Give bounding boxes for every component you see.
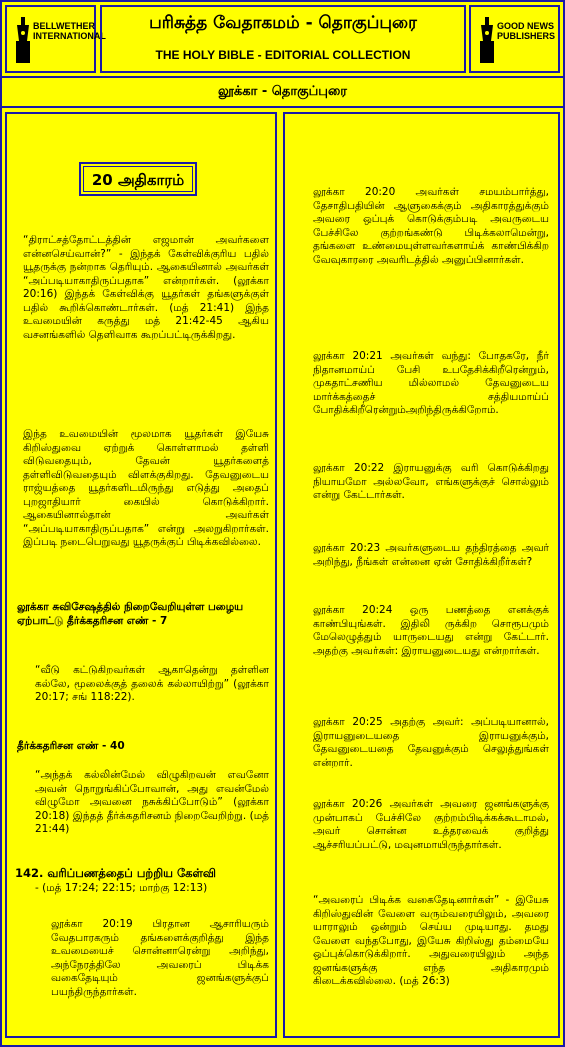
prophecy-heading-1: லூக்கா சுவிசேஷத்தில் நிறைவேறியுள்ள பழைய ஏற்பாட்டு தீர்க்கதரிசன எண் - 7 (17, 601, 244, 627)
right-para-8: “அவரைப் பிடிக்க வகைதேடினார்கள்” - இயேசு கிறிஸ்துவின் வேளை வரும்வரையிலும், அவரை யாராலும் ஒன்றும் செய்ய முடியாது. தமது வேளை வந்தபோது, இயேசு கிறிஸ்து தம்மையே ஒப்புக்கொடுக்கிறார். அதுவரையிலும் அந்த ஜனங்களுக்கு எந்த அதிகாரமும் கிடைக்கவில்லை. (மத் 26:3) (313, 894, 549, 987)
right-para-5: லூக்கா 20:24 ஒரு பணத்தை எனக்குக் காண்பியுங்கள். இதிலி ருக்கிற சொரூபமும் மேலெழுத்தும் யாருடையது என்று கேட்டார். அதற்கு அவர்கள்: இராயனுடையது என்றார்கள். (313, 604, 549, 657)
page-header (2, 2, 563, 78)
left-para-5: லூக்கா 20:19 பிரதான ஆசாரியரும் வேதபாரகரும் தங்களைக்குறித்து இந்த உவமையைச் சொன்னாரென்று அறிந்து, அந்நேரத்திலே அவரைப் பிடிக்க வகைதேடியும் ஜனங்களுக்குப் பயந்திருந்தார்கள். (51, 918, 269, 998)
book-title: லூக்கா - தொகுப்புரை (2, 78, 563, 108)
left-para-2: இந்த உவமையின் மூலமாக யூதர்கள் இயேசு கிறிஸ்துவை ஏற்றுக் கொள்ளாமல் தள்ளி விடுவதையும், தேவன் யூதர்களைத் தள்ளிவிடுவதையும் விளக்குகிறது. தேவனுடைய ராஜ்யத்தை யூதர்களிடமிருந்து எடுத்து அதைப் புறஜாதியார் கையில் கொடுக்கிறார். ஆகையினால்தான் அவர்கள் “அப்படியாகாதிருப்பதாக” என்று அலறுகிறார்கள். இப்படி நடைபெறுவது யூதருக்குப் பிடிக்கவில்லை. (23, 428, 269, 548)
right-para-1: லூக்கா 20:20 அவர்கள் சமயம்பார்த்து, தேசாதிபதியின் ஆளுகைக்கும் அதிகாரத்துக்கும் அவரை ஒப்புக் கொடுக்கும்படி அவருடைய பேச்சிலே குற்றங்கண்டு பிடிக்கலாமென்று, தங்களை உண்மையுள்ளவர்களாய்க் காண்பிக்கிற வேவுகாரரை அவரிடத்தில் அனுப்பினார்கள். (313, 186, 549, 266)
left-para-1: “திராட்சத்தோட்டத்தின் எஜமான் அவர்களை என்னசெய்வான்?” - இந்தக் கேள்விக்குரிய பதில் யூதருக்கு நன்றாக தெரியும். ஆகையினால் அவர்கள் “அப்படியாகாதிருப்பதாக” என்றார்கள். (லூக்கா 20:16) இந்தக் கேள்விக்கு யூதர்கள் தங்களுக்குள் பதில் கூறிக்கொண்டார்கள். (மத் 21:41) இந்த உவமையின் கருத்து மத் 21:42-45 ஆகிய வசனங்களில் தெளிவாக கூறப்பட்டிருக்கிறது. (23, 234, 269, 341)
right-para-4: லூக்கா 20:23 அவர்களுடைய தந்திரத்தை அவர் அறிந்து, நீங்கள் என்னை ஏன் சோதிக்கிறீர்கள்? (313, 542, 549, 568)
chapter-title: 20 அதிகாரம் (83, 166, 193, 192)
section-heading-142: 142. வரிப்பணத்தைப் பற்றிய கேள்வி (15, 866, 216, 880)
title-english: THE HOLY BIBLE - EDITORIAL COLLECTION (155, 48, 411, 62)
good-news-logo (469, 5, 560, 73)
bell-tower-icon (13, 15, 33, 65)
right-logo-text: GOOD NEWS PUBLISHERS (497, 21, 556, 41)
right-para-3: லூக்கா 20:22 இராயனுக்கு வரி கொடுக்கிறது நியாயமோ அல்லவோ, எங்களுக்குச் சொல்லும் என்று கேட்டார்கள். (313, 462, 549, 501)
left-logo-text: BELLWETHER INTERNATIONAL (33, 21, 106, 41)
right-para-7: லூக்கா 20:26 அவர்கள் அவரை ஜனங்களுக்கு முன்பாகப் பேச்சிலே குற்றம்பிடிக்கக்கூடாமல், அவர் சொன்ன உத்தரவைக் குறித்து ஆச்சரியப்பட்டு, மவுனமாயிருந்தார்கள். (313, 798, 549, 851)
title-box (100, 5, 466, 73)
left-para-4: “அந்தக் கல்லின்மேல் விழுகிறவன் எவனோ அவன் நொறுங்கிப்போவான், அது எவன்மேல் விழுமோ அவனை நசுக்கிப்போடும்” (லூக்கா 20:18) இந்தத் தீர்க்கதரிசனம் நிறைவேறிற்று. (மத் 21:44) (35, 769, 269, 835)
prophecy-heading-2: தீர்க்கதரிசன எண் - 40 (17, 740, 125, 752)
right-para-6: லூக்கா 20:25 அதற்கு அவர்: அப்படியானால், இராயனுடையதை இராயனுக்கும், தேவனுடையதை தேவனுக்கும் செலுத்துங்கள் என்றார். (313, 716, 549, 769)
bell-tower-icon-right (477, 15, 497, 65)
chapter-box (79, 162, 197, 196)
right-para-2: லூக்கா 20:21 அவர்கள் வந்து: போதகரே, நீர் நிதானமாய்ப் பேசி உபதேசிக்கிறீரென்றும், முகதாட்சணிய மில்லாமல் தேவனுடைய மார்க்கத்தைச் சத்தியமாய்ப் போதிக்கிறீரென்றும்அறிந்திருக்கிறோம். (313, 350, 549, 416)
left-para-3: “வீடு கட்டுகிறவர்கள் ஆகாதென்று தள்ளின கல்லே, மூலைக்குத் தலைக் கல்லாயிற்று” (லூக்கா 20:17; சங் 118:22). (35, 664, 269, 703)
bellwether-logo (5, 5, 106, 73)
right-column (283, 112, 560, 1038)
left-column (5, 112, 277, 1038)
section-ref: - (மத் 17:24; 22:15; மாற்கு 12:13) (35, 882, 208, 894)
title-tamil: பரிசுத்த வேதாகமம் - தொகுப்புரை (149, 13, 417, 33)
